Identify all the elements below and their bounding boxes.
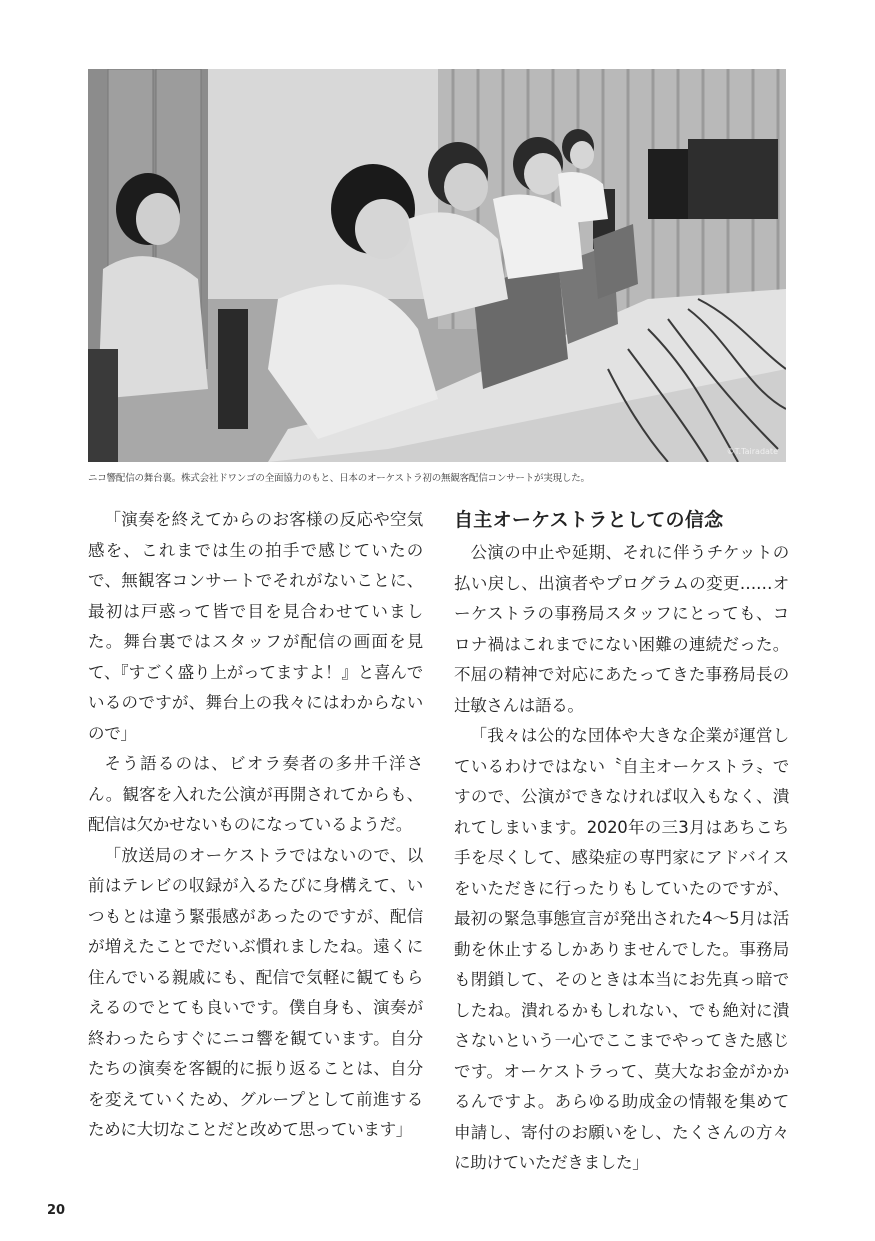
- backstage-photo-image: [88, 69, 786, 462]
- right-column: [454, 505, 789, 1179]
- section-heading: 自主オーケストラとしての信念: [454, 509, 724, 531]
- backstage-photo: [88, 69, 786, 462]
- page-number: 20: [47, 1203, 66, 1218]
- left-paragraph-3: 「放送局のオーケストラではないので、以前はテレビの収録が入るたびに身構えて、いつもとは違う緊張感があったのですが、配信が増えたことでだいぶ慣れましたね。遠くに住んでいる親戚にも、配信で気軽に観てもらえるのでとても良いです。僕自身も、演奏が終わったらすぐにニコ響を観ています。自分たちの演奏を客観的に振り返ることは、自分を変えていくため、グループとして前進するために大切なことだと改めて思っています」: [88, 845, 423, 1139]
- left-paragraph-1: 「演奏を終えてからのお客様の反応や空気感を、これまでは生の拍手で感じていたので、無観客コンサートでそれがないことに、最初は戸惑って皆で目を見合わせていました。舞台裏ではスタッフが配信の画面を見て、『すごく盛り上がってますよ！』と喜んでいるのですが、舞台上の我々にはわからないので」: [88, 510, 423, 743]
- right-paragraph-2: 「我々は公的な団体や大きな企業が運営しているわけではない〝自主オーケストラ〟ですので、公演ができなければ収入もなく、潰れてしまいます。2020年の三3月はあちこち手を尽くして、感染症の専門家にアドバイスをいただきに行ったりもしていたのですが、最初の緊急事態宣言が発出された4〜5月は活動を休止するしかありませんでした。事務局も閉鎖して、そのときは本当にお先真っ暗でしたね。潰れるかもしれない、でも絶対に潰さないという一心でここまでやってきた感じです。オーケストラって、莫大なお金がかかるんですよ。あらゆる助成金の情報を集めて申請し、寄付のお願いをし、たくさんの方々に助けていただきました」: [454, 726, 789, 1172]
- left-column: [88, 505, 423, 1146]
- left-paragraph-2: そう語るのは、ビオラ奏者の多井千洋さん。観客を入れた公演が再開されてからも、配信は欠かせないものになっているようだ。: [88, 754, 423, 834]
- right-paragraph-1: 公演の中止や延期、それに伴うチケットの払い戻し、出演者やプログラムの変更……オーケストラの事務局スタッフにとっても、コロナ禍はこれまでにない困難の連続だった。不屈の精神で対応にあたってきた事務局長の辻敏さんは語る。: [454, 543, 789, 715]
- photo-caption: ニコ響配信の舞台裏。株式会社ドワンゴの全面協力のもと、日本のオーケストラ初の無観客配信コンサートが実現した。: [88, 473, 590, 484]
- photo-credit: ©T.Tairadate: [726, 447, 778, 456]
